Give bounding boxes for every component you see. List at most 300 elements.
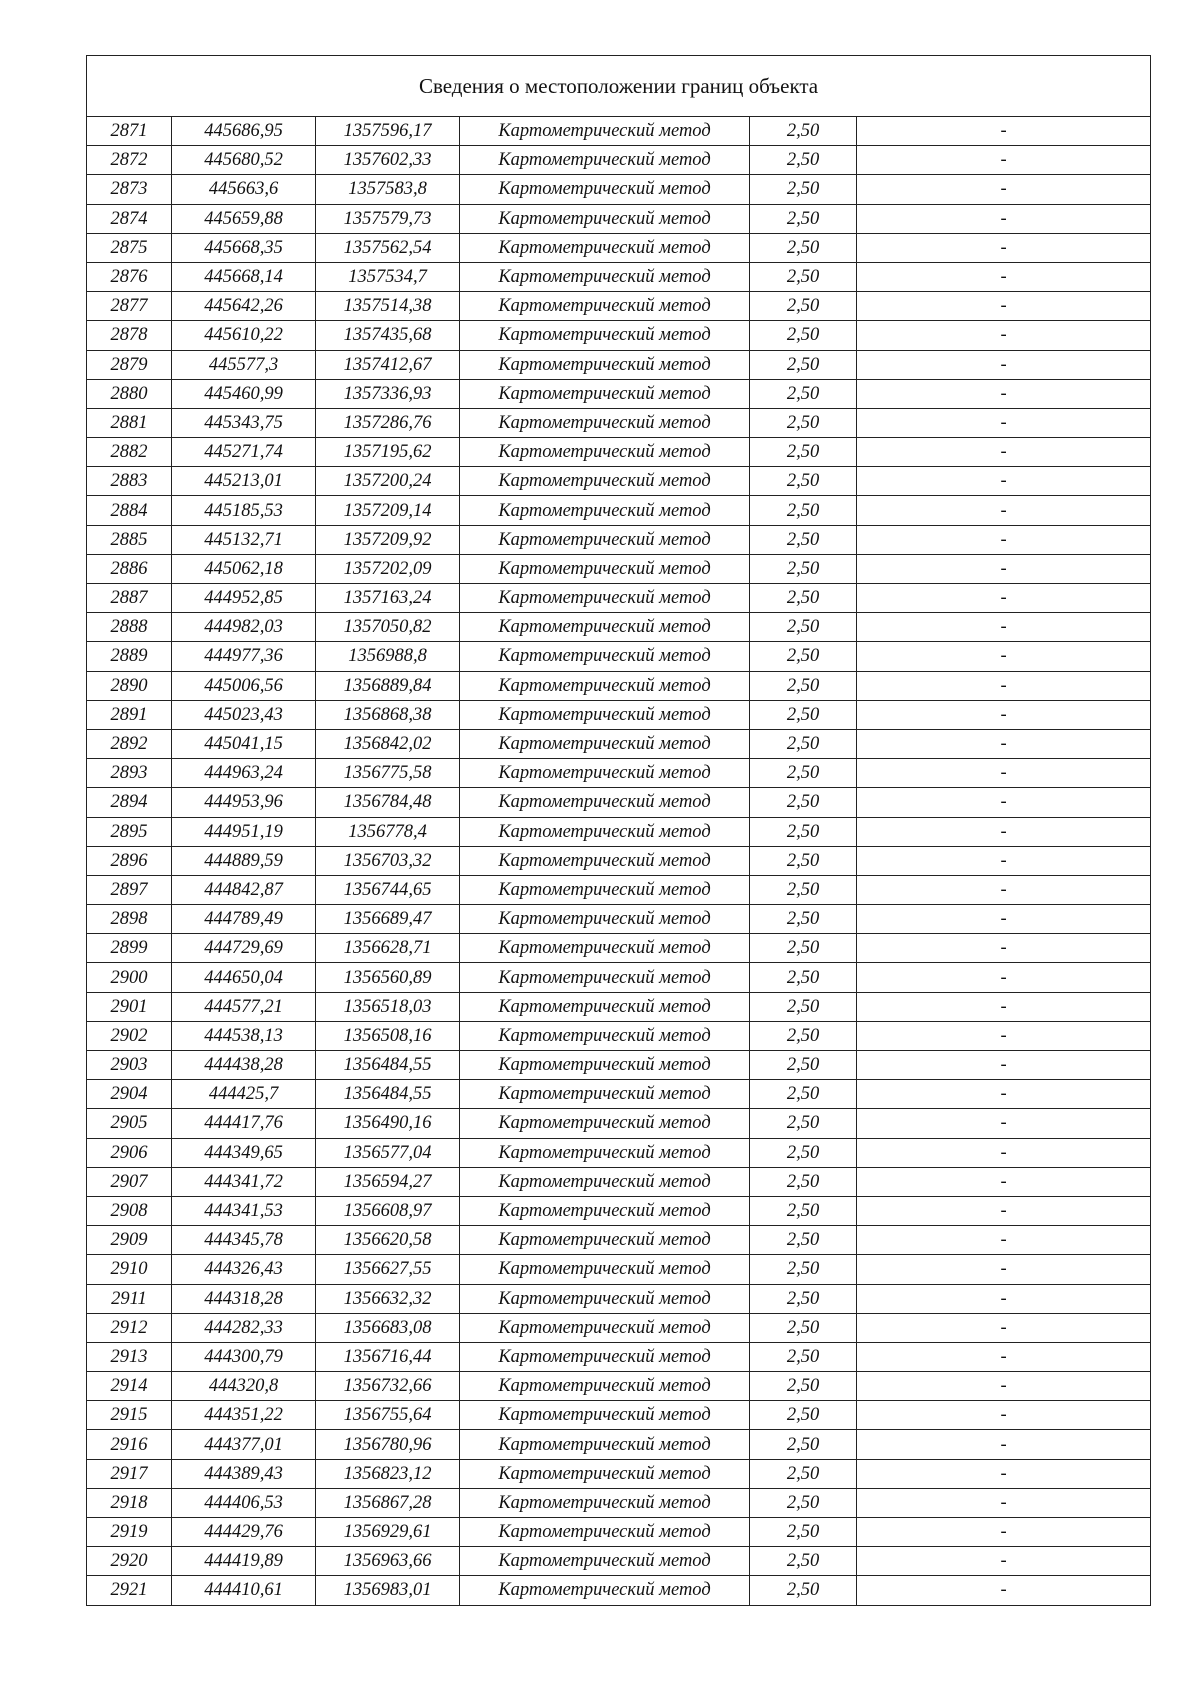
table-row <box>87 817 1151 846</box>
point-number-cell: 2876 <box>87 262 172 291</box>
table-row <box>87 292 1151 321</box>
x-coordinate-cell: 444406,53 <box>172 1488 316 1517</box>
table-row <box>87 1342 1151 1371</box>
y-coordinate-cell: 1356689,47 <box>316 905 460 934</box>
x-coordinate-cell: 444282,33 <box>172 1313 316 1342</box>
point-number-cell: 2917 <box>87 1459 172 1488</box>
method-cell: Картометрический метод <box>460 584 750 613</box>
table-row <box>87 613 1151 642</box>
method-cell: Картометрический метод <box>460 262 750 291</box>
method-cell: Картометрический метод <box>460 1342 750 1371</box>
description-cell: - <box>857 1576 1151 1605</box>
accuracy-cell: 2,50 <box>750 1401 857 1430</box>
method-cell: Картометрический метод <box>460 117 750 146</box>
point-number-cell: 2880 <box>87 379 172 408</box>
method-cell: Картометрический метод <box>460 642 750 671</box>
y-coordinate-cell: 1357412,67 <box>316 350 460 379</box>
y-coordinate-cell: 1356716,44 <box>316 1342 460 1371</box>
y-coordinate-cell: 1356703,32 <box>316 846 460 875</box>
accuracy-cell: 2,50 <box>750 584 857 613</box>
table-row <box>87 934 1151 963</box>
description-cell: - <box>857 1459 1151 1488</box>
x-coordinate-cell: 445686,95 <box>172 117 316 146</box>
method-cell: Картометрический метод <box>460 496 750 525</box>
x-coordinate-cell: 444438,28 <box>172 1051 316 1080</box>
table-row <box>87 204 1151 233</box>
table-row <box>87 1080 1151 1109</box>
accuracy-cell: 2,50 <box>750 1255 857 1284</box>
accuracy-cell: 2,50 <box>750 934 857 963</box>
method-cell: Картометрический метод <box>460 1430 750 1459</box>
point-number-cell: 2877 <box>87 292 172 321</box>
point-number-cell: 2872 <box>87 146 172 175</box>
point-number-cell: 2899 <box>87 934 172 963</box>
method-cell: Картометрический метод <box>460 905 750 934</box>
table-row <box>87 496 1151 525</box>
point-number-cell: 2915 <box>87 1401 172 1430</box>
description-cell: - <box>857 1196 1151 1225</box>
x-coordinate-cell: 445668,14 <box>172 262 316 291</box>
accuracy-cell: 2,50 <box>750 729 857 758</box>
method-cell: Картометрический метод <box>460 1284 750 1313</box>
table-row <box>87 175 1151 204</box>
description-cell: - <box>857 934 1151 963</box>
y-coordinate-cell: 1357435,68 <box>316 321 460 350</box>
accuracy-cell: 2,50 <box>750 1196 857 1225</box>
accuracy-cell: 2,50 <box>750 1109 857 1138</box>
point-number-cell: 2879 <box>87 350 172 379</box>
method-cell: Картометрический метод <box>460 1167 750 1196</box>
table-row <box>87 700 1151 729</box>
table-row <box>87 1167 1151 1196</box>
y-coordinate-cell: 1357602,33 <box>316 146 460 175</box>
point-number-cell: 2904 <box>87 1080 172 1109</box>
method-cell: Картометрический метод <box>460 554 750 583</box>
point-number-cell: 2883 <box>87 467 172 496</box>
method-cell: Картометрический метод <box>460 700 750 729</box>
x-coordinate-cell: 445610,22 <box>172 321 316 350</box>
x-coordinate-cell: 444953,96 <box>172 788 316 817</box>
point-number-cell: 2874 <box>87 204 172 233</box>
method-cell: Картометрический метод <box>460 467 750 496</box>
accuracy-cell: 2,50 <box>750 1518 857 1547</box>
description-cell: - <box>857 729 1151 758</box>
method-cell: Картометрический метод <box>460 204 750 233</box>
x-coordinate-cell: 444345,78 <box>172 1226 316 1255</box>
y-coordinate-cell: 1356627,55 <box>316 1255 460 1284</box>
point-number-cell: 2875 <box>87 233 172 262</box>
table-row <box>87 379 1151 408</box>
x-coordinate-cell: 445577,3 <box>172 350 316 379</box>
accuracy-cell: 2,50 <box>750 671 857 700</box>
accuracy-cell: 2,50 <box>750 321 857 350</box>
x-coordinate-cell: 444326,43 <box>172 1255 316 1284</box>
accuracy-cell: 2,50 <box>750 788 857 817</box>
description-cell: - <box>857 1255 1151 1284</box>
point-number-cell: 2916 <box>87 1430 172 1459</box>
method-cell: Картометрический метод <box>460 1196 750 1225</box>
y-coordinate-cell: 1357596,17 <box>316 117 460 146</box>
table-body <box>87 56 1151 1606</box>
accuracy-cell: 2,50 <box>750 1342 857 1371</box>
table-row <box>87 1255 1151 1284</box>
accuracy-cell: 2,50 <box>750 1138 857 1167</box>
accuracy-cell: 2,50 <box>750 292 857 321</box>
description-cell: - <box>857 846 1151 875</box>
description-cell: - <box>857 438 1151 467</box>
y-coordinate-cell: 1356484,55 <box>316 1080 460 1109</box>
table-row <box>87 1226 1151 1255</box>
point-number-cell: 2891 <box>87 700 172 729</box>
point-number-cell: 2882 <box>87 438 172 467</box>
description-cell: - <box>857 350 1151 379</box>
table-title-row <box>87 56 1151 117</box>
description-cell: - <box>857 262 1151 291</box>
method-cell: Картометрический метод <box>460 233 750 262</box>
y-coordinate-cell: 1357514,38 <box>316 292 460 321</box>
table-row <box>87 321 1151 350</box>
accuracy-cell: 2,50 <box>750 408 857 437</box>
x-coordinate-cell: 444300,79 <box>172 1342 316 1371</box>
y-coordinate-cell: 1357534,7 <box>316 262 460 291</box>
y-coordinate-cell: 1356594,27 <box>316 1167 460 1196</box>
table-row <box>87 438 1151 467</box>
accuracy-cell: 2,50 <box>750 554 857 583</box>
description-cell: - <box>857 321 1151 350</box>
description-cell: - <box>857 1226 1151 1255</box>
x-coordinate-cell: 444389,43 <box>172 1459 316 1488</box>
table-row <box>87 262 1151 291</box>
description-cell: - <box>857 1051 1151 1080</box>
method-cell: Картометрический метод <box>460 1226 750 1255</box>
x-coordinate-cell: 445132,71 <box>172 525 316 554</box>
accuracy-cell: 2,50 <box>750 175 857 204</box>
y-coordinate-cell: 1357163,24 <box>316 584 460 613</box>
accuracy-cell: 2,50 <box>750 262 857 291</box>
point-number-cell: 2914 <box>87 1372 172 1401</box>
method-cell: Картометрический метод <box>460 1021 750 1050</box>
point-number-cell: 2889 <box>87 642 172 671</box>
accuracy-cell: 2,50 <box>750 846 857 875</box>
point-number-cell: 2918 <box>87 1488 172 1517</box>
y-coordinate-cell: 1357195,62 <box>316 438 460 467</box>
method-cell: Картометрический метод <box>460 759 750 788</box>
description-cell: - <box>857 992 1151 1021</box>
y-coordinate-cell: 1356608,97 <box>316 1196 460 1225</box>
y-coordinate-cell: 1356683,08 <box>316 1313 460 1342</box>
y-coordinate-cell: 1356823,12 <box>316 1459 460 1488</box>
point-number-cell: 2906 <box>87 1138 172 1167</box>
description-cell: - <box>857 146 1151 175</box>
y-coordinate-cell: 1356868,38 <box>316 700 460 729</box>
table-row <box>87 1196 1151 1225</box>
description-cell: - <box>857 584 1151 613</box>
x-coordinate-cell: 444351,22 <box>172 1401 316 1430</box>
description-cell: - <box>857 1138 1151 1167</box>
y-coordinate-cell: 1356732,66 <box>316 1372 460 1401</box>
point-number-cell: 2910 <box>87 1255 172 1284</box>
accuracy-cell: 2,50 <box>750 438 857 467</box>
accuracy-cell: 2,50 <box>750 1459 857 1488</box>
method-cell: Картометрический метод <box>460 1576 750 1605</box>
description-cell: - <box>857 613 1151 642</box>
point-number-cell: 2903 <box>87 1051 172 1080</box>
description-cell: - <box>857 1109 1151 1138</box>
description-cell: - <box>857 292 1151 321</box>
point-number-cell: 2878 <box>87 321 172 350</box>
y-coordinate-cell: 1357583,8 <box>316 175 460 204</box>
table-row <box>87 1430 1151 1459</box>
y-coordinate-cell: 1356484,55 <box>316 1051 460 1080</box>
x-coordinate-cell: 444318,28 <box>172 1284 316 1313</box>
description-cell: - <box>857 175 1151 204</box>
point-number-cell: 2897 <box>87 875 172 904</box>
description-cell: - <box>857 1430 1151 1459</box>
table-row <box>87 1488 1151 1517</box>
description-cell: - <box>857 233 1151 262</box>
x-coordinate-cell: 445041,15 <box>172 729 316 758</box>
point-number-cell: 2893 <box>87 759 172 788</box>
y-coordinate-cell: 1356983,01 <box>316 1576 460 1605</box>
y-coordinate-cell: 1356867,28 <box>316 1488 460 1517</box>
table-row <box>87 1109 1151 1138</box>
y-coordinate-cell: 1356508,16 <box>316 1021 460 1050</box>
table-row <box>87 1313 1151 1342</box>
y-coordinate-cell: 1357286,76 <box>316 408 460 437</box>
x-coordinate-cell: 445213,01 <box>172 467 316 496</box>
method-cell: Картометрический метод <box>460 292 750 321</box>
description-cell: - <box>857 1547 1151 1576</box>
point-number-cell: 2892 <box>87 729 172 758</box>
table-row <box>87 788 1151 817</box>
x-coordinate-cell: 445023,43 <box>172 700 316 729</box>
accuracy-cell: 2,50 <box>750 963 857 992</box>
y-coordinate-cell: 1356929,61 <box>316 1518 460 1547</box>
description-cell: - <box>857 1372 1151 1401</box>
method-cell: Картометрический метод <box>460 1372 750 1401</box>
method-cell: Картометрический метод <box>460 379 750 408</box>
y-coordinate-cell: 1356778,4 <box>316 817 460 846</box>
x-coordinate-cell: 444963,24 <box>172 759 316 788</box>
point-number-cell: 2887 <box>87 584 172 613</box>
description-cell: - <box>857 467 1151 496</box>
table-row <box>87 1138 1151 1167</box>
method-cell: Картометрический метод <box>460 846 750 875</box>
accuracy-cell: 2,50 <box>750 1547 857 1576</box>
x-coordinate-cell: 444977,36 <box>172 642 316 671</box>
accuracy-cell: 2,50 <box>750 875 857 904</box>
x-coordinate-cell: 444419,89 <box>172 1547 316 1576</box>
description-cell: - <box>857 671 1151 700</box>
table-row <box>87 642 1151 671</box>
accuracy-cell: 2,50 <box>750 350 857 379</box>
point-number-cell: 2913 <box>87 1342 172 1371</box>
description-cell: - <box>857 1518 1151 1547</box>
y-coordinate-cell: 1356560,89 <box>316 963 460 992</box>
y-coordinate-cell: 1356842,02 <box>316 729 460 758</box>
table-row <box>87 1284 1151 1313</box>
x-coordinate-cell: 445460,99 <box>172 379 316 408</box>
description-cell: - <box>857 788 1151 817</box>
method-cell: Картометрический метод <box>460 1488 750 1517</box>
y-coordinate-cell: 1356755,64 <box>316 1401 460 1430</box>
accuracy-cell: 2,50 <box>750 1226 857 1255</box>
x-coordinate-cell: 444349,65 <box>172 1138 316 1167</box>
point-number-cell: 2890 <box>87 671 172 700</box>
accuracy-cell: 2,50 <box>750 379 857 408</box>
description-cell: - <box>857 1167 1151 1196</box>
point-number-cell: 2894 <box>87 788 172 817</box>
accuracy-cell: 2,50 <box>750 117 857 146</box>
table-row <box>87 467 1151 496</box>
description-cell: - <box>857 817 1151 846</box>
x-coordinate-cell: 445663,6 <box>172 175 316 204</box>
description-cell: - <box>857 1488 1151 1517</box>
x-coordinate-cell: 444577,21 <box>172 992 316 1021</box>
description-cell: - <box>857 1401 1151 1430</box>
table-row <box>87 875 1151 904</box>
y-coordinate-cell: 1356988,8 <box>316 642 460 671</box>
accuracy-cell: 2,50 <box>750 496 857 525</box>
table-row <box>87 1518 1151 1547</box>
description-cell: - <box>857 1021 1151 1050</box>
x-coordinate-cell: 444377,01 <box>172 1430 316 1459</box>
x-coordinate-cell: 445642,26 <box>172 292 316 321</box>
table-row <box>87 1401 1151 1430</box>
y-coordinate-cell: 1356518,03 <box>316 992 460 1021</box>
table-row <box>87 233 1151 262</box>
x-coordinate-cell: 444982,03 <box>172 613 316 642</box>
accuracy-cell: 2,50 <box>750 1372 857 1401</box>
accuracy-cell: 2,50 <box>750 1488 857 1517</box>
point-number-cell: 2920 <box>87 1547 172 1576</box>
table-row <box>87 671 1151 700</box>
y-coordinate-cell: 1356577,04 <box>316 1138 460 1167</box>
table-row <box>87 554 1151 583</box>
accuracy-cell: 2,50 <box>750 146 857 175</box>
accuracy-cell: 2,50 <box>750 204 857 233</box>
table-row <box>87 759 1151 788</box>
description-cell: - <box>857 117 1151 146</box>
x-coordinate-cell: 444889,59 <box>172 846 316 875</box>
x-coordinate-cell: 444538,13 <box>172 1021 316 1050</box>
description-cell: - <box>857 379 1151 408</box>
table-row <box>87 1021 1151 1050</box>
accuracy-cell: 2,50 <box>750 1313 857 1342</box>
accuracy-cell: 2,50 <box>750 1080 857 1109</box>
accuracy-cell: 2,50 <box>750 1021 857 1050</box>
method-cell: Картометрический метод <box>460 788 750 817</box>
description-cell: - <box>857 204 1151 233</box>
table-row <box>87 117 1151 146</box>
y-coordinate-cell: 1356628,71 <box>316 934 460 963</box>
method-cell: Картометрический метод <box>460 1459 750 1488</box>
point-number-cell: 2902 <box>87 1021 172 1050</box>
point-number-cell: 2888 <box>87 613 172 642</box>
method-cell: Картометрический метод <box>460 963 750 992</box>
y-coordinate-cell: 1357336,93 <box>316 379 460 408</box>
x-coordinate-cell: 444650,04 <box>172 963 316 992</box>
point-number-cell: 2901 <box>87 992 172 1021</box>
point-number-cell: 2886 <box>87 554 172 583</box>
point-number-cell: 2871 <box>87 117 172 146</box>
description-cell: - <box>857 554 1151 583</box>
point-number-cell: 2919 <box>87 1518 172 1547</box>
method-cell: Картометрический метод <box>460 1051 750 1080</box>
y-coordinate-cell: 1357562,54 <box>316 233 460 262</box>
x-coordinate-cell: 444729,69 <box>172 934 316 963</box>
point-number-cell: 2895 <box>87 817 172 846</box>
y-coordinate-cell: 1356963,66 <box>316 1547 460 1576</box>
point-number-cell: 2896 <box>87 846 172 875</box>
table-row <box>87 584 1151 613</box>
method-cell: Картометрический метод <box>460 1255 750 1284</box>
y-coordinate-cell: 1356889,84 <box>316 671 460 700</box>
method-cell: Картометрический метод <box>460 1080 750 1109</box>
accuracy-cell: 2,50 <box>750 992 857 1021</box>
y-coordinate-cell: 1356780,96 <box>316 1430 460 1459</box>
accuracy-cell: 2,50 <box>750 1051 857 1080</box>
x-coordinate-cell: 445006,56 <box>172 671 316 700</box>
y-coordinate-cell: 1357579,73 <box>316 204 460 233</box>
method-cell: Картометрический метод <box>460 671 750 700</box>
description-cell: - <box>857 408 1151 437</box>
accuracy-cell: 2,50 <box>750 233 857 262</box>
x-coordinate-cell: 444341,53 <box>172 1196 316 1225</box>
table-row <box>87 905 1151 934</box>
method-cell: Картометрический метод <box>460 729 750 758</box>
y-coordinate-cell: 1357209,14 <box>316 496 460 525</box>
x-coordinate-cell: 444952,85 <box>172 584 316 613</box>
method-cell: Картометрический метод <box>460 1518 750 1547</box>
x-coordinate-cell: 444429,76 <box>172 1518 316 1547</box>
table-row <box>87 1547 1151 1576</box>
y-coordinate-cell: 1357050,82 <box>316 613 460 642</box>
y-coordinate-cell: 1356775,58 <box>316 759 460 788</box>
point-number-cell: 2909 <box>87 1226 172 1255</box>
accuracy-cell: 2,50 <box>750 642 857 671</box>
description-cell: - <box>857 963 1151 992</box>
method-cell: Картометрический метод <box>460 438 750 467</box>
x-coordinate-cell: 444425,7 <box>172 1080 316 1109</box>
method-cell: Картометрический метод <box>460 934 750 963</box>
description-cell: - <box>857 759 1151 788</box>
y-coordinate-cell: 1357202,09 <box>316 554 460 583</box>
method-cell: Картометрический метод <box>460 613 750 642</box>
method-cell: Картометрический метод <box>460 146 750 175</box>
x-coordinate-cell: 444410,61 <box>172 1576 316 1605</box>
x-coordinate-cell: 445343,75 <box>172 408 316 437</box>
y-coordinate-cell: 1357209,92 <box>316 525 460 554</box>
point-number-cell: 2912 <box>87 1313 172 1342</box>
description-cell: - <box>857 875 1151 904</box>
method-cell: Картометрический метод <box>460 1547 750 1576</box>
description-cell: - <box>857 496 1151 525</box>
x-coordinate-cell: 444417,76 <box>172 1109 316 1138</box>
table-title: Сведения о местоположении границ объекта <box>87 56 1151 117</box>
x-coordinate-cell: 444320,8 <box>172 1372 316 1401</box>
table-row <box>87 350 1151 379</box>
accuracy-cell: 2,50 <box>750 1430 857 1459</box>
y-coordinate-cell: 1356744,65 <box>316 875 460 904</box>
table-row <box>87 1051 1151 1080</box>
y-coordinate-cell: 1356632,32 <box>316 1284 460 1313</box>
method-cell: Картометрический метод <box>460 321 750 350</box>
description-cell: - <box>857 1080 1151 1109</box>
point-number-cell: 2885 <box>87 525 172 554</box>
accuracy-cell: 2,50 <box>750 1167 857 1196</box>
y-coordinate-cell: 1356620,58 <box>316 1226 460 1255</box>
